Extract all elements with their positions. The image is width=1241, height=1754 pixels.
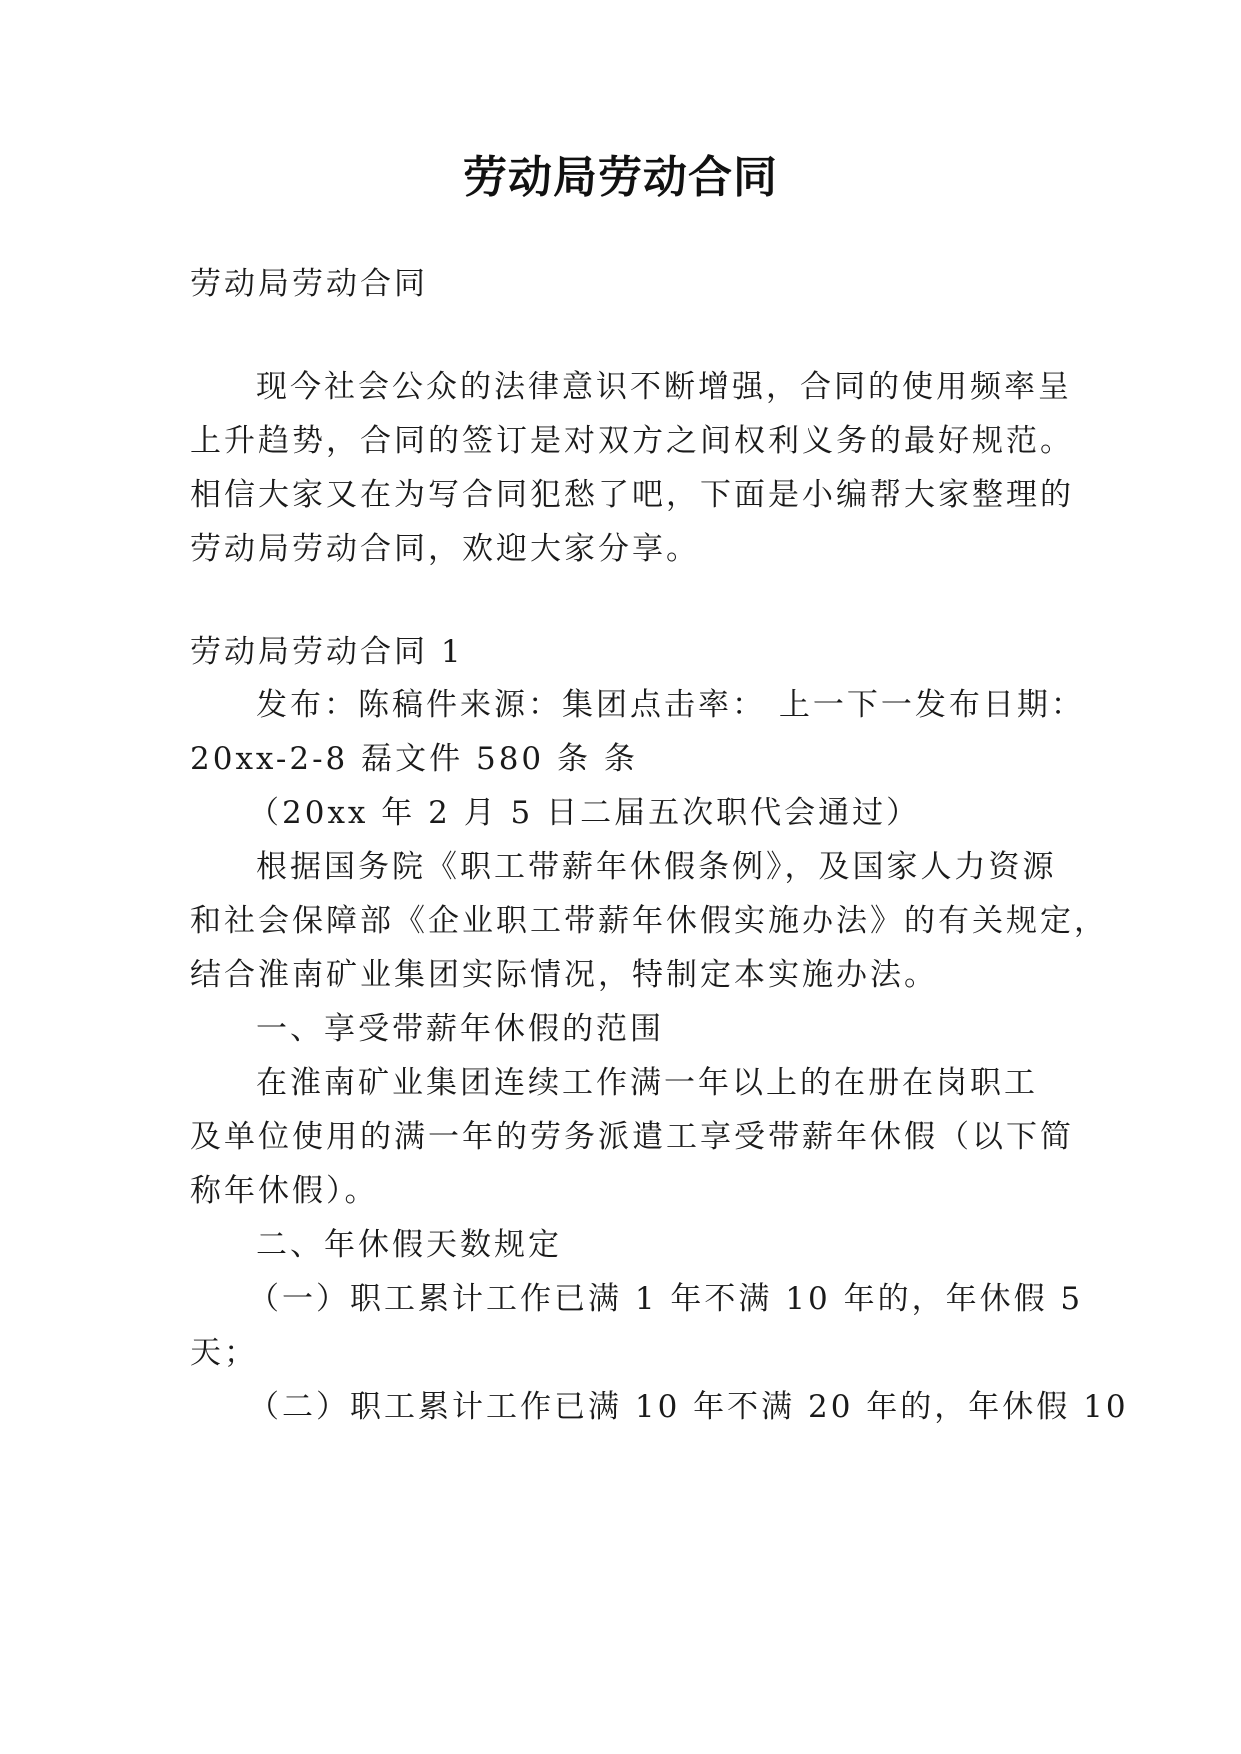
clause-one-line: （一）职工累计工作已满 1 年不满 10 年的，年休假 5 xyxy=(248,1281,1084,1317)
article-one-line: 及单位使用的满一年的劳务派遣工享受带薪年休假（以下简 xyxy=(190,1119,1074,1155)
article-one-line: 称年休假）。 xyxy=(190,1173,379,1209)
document-subtitle: 劳动局劳动合同 xyxy=(190,266,428,302)
basis-line: 根据国务院《职工带薪年休假条例》，及国家人力资源 xyxy=(256,849,1057,885)
meta-line: 发布：陈稿件来源：集团点击率： 上一下一发布日期： xyxy=(256,687,1085,723)
basis-line: 和社会保障部《企业职工带薪年休假实施办法》的有关规定， xyxy=(190,903,1108,939)
document-title: 劳动局劳动合同 xyxy=(463,152,778,203)
intro-line: 相信大家又在为写合同犯愁了吧，下面是小编帮大家整理的 xyxy=(190,477,1074,513)
intro-line: 上升趋势，合同的签订是对双方之间权利义务的最好规范。 xyxy=(190,423,1074,459)
intro-line: 现今社会公众的法律意识不断增强，合同的使用频率呈 xyxy=(256,369,1072,405)
clause-one-line: 天； xyxy=(190,1335,258,1371)
meta-line: 20xx-2-8 磊文件 580 条 条 xyxy=(190,741,638,777)
passed-note: （20xx 年 2 月 5 日二届五次职代会通过） xyxy=(248,795,921,831)
clause-two-line: （二）职工累计工作已满 10 年不满 20 年的，年休假 10 xyxy=(248,1389,1129,1425)
section-heading: 劳动局劳动合同 1 xyxy=(190,634,464,670)
article-one-line: 在淮南矿业集团连续工作满一年以上的在册在岗职工 xyxy=(256,1065,1038,1101)
article-one-heading: 一、享受带薪年休假的范围 xyxy=(256,1011,664,1047)
intro-line: 劳动局劳动合同，欢迎大家分享。 xyxy=(190,531,700,567)
basis-line: 结合淮南矿业集团实际情况，特制定本实施办法。 xyxy=(190,957,938,993)
article-two-heading: 二、年休假天数规定 xyxy=(256,1227,562,1263)
